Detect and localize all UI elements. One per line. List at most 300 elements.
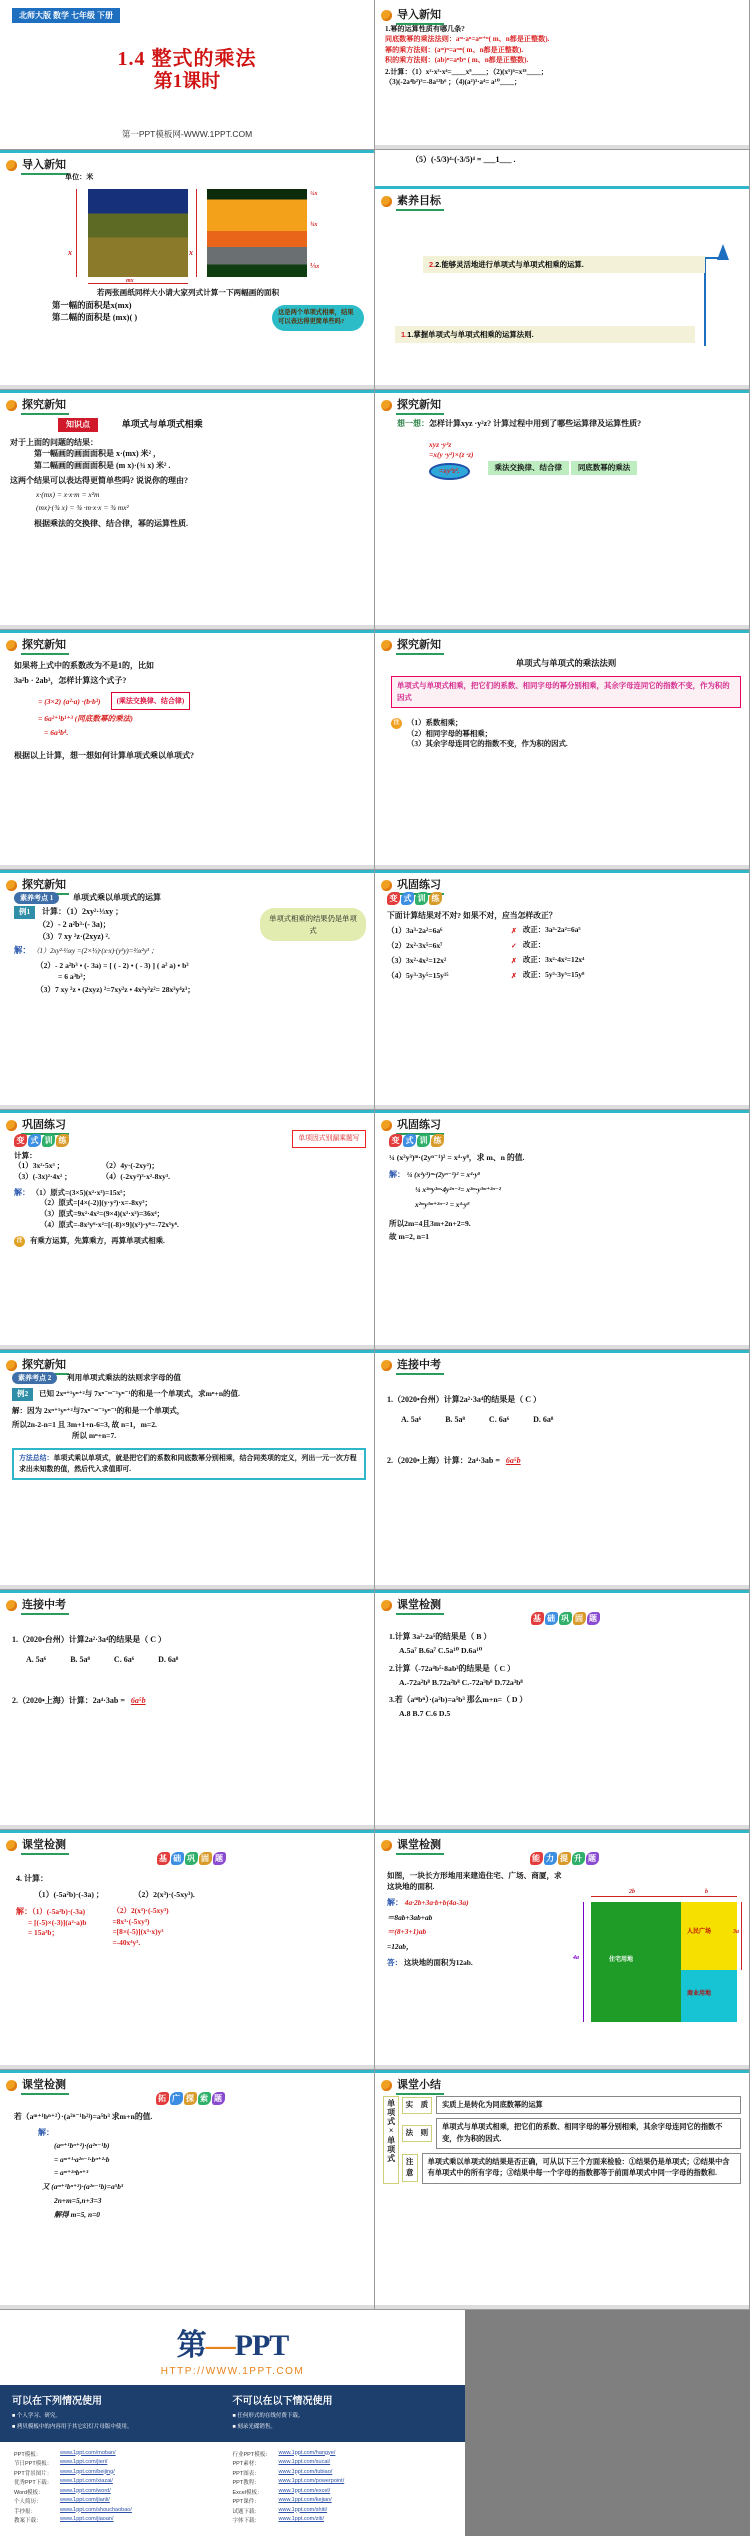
explore3-body: [14, 660, 366, 762]
c2-sol1: （1）(-5a²b)·(-3a): [32, 1906, 86, 1916]
bottom-strip: [375, 1105, 749, 1109]
check1-q1: 1.计算 3a²·2a⁵的结果是（ B ）: [389, 1632, 492, 1641]
check3-body: [387, 1852, 741, 1997]
link-row[interactable]: PPT素材： www.1ppt.com/sucai/: [232, 2459, 331, 2467]
p1-mark3: ✗: [511, 956, 517, 965]
objective-2-text: 2.能够灵活地进行单项式与单项式相乘的运算.: [435, 260, 584, 269]
check1-q1-opts[interactable]: A.5a⁷ B.6a⁷ C.5a¹⁰ D.6a¹⁰: [399, 1646, 483, 1656]
top-strip: [0, 1350, 374, 1353]
page-title: 1.4 整式的乘法: [117, 48, 257, 70]
c4-sol1: (aᵐ⁺¹bⁿ⁺²)·(a²ⁿ⁻¹b): [54, 2140, 110, 2150]
bottom-strip: [375, 625, 749, 629]
exam-q1-optD[interactable]: D. 6a⁸: [533, 1414, 554, 1424]
intro2-body: [10, 172, 366, 325]
summary-key-1: 实 质: [402, 2097, 433, 2114]
cover-site: 第一PPT模板网-WWW.1PPT.COM: [121, 129, 253, 139]
check1-q3: 3.若（aᵐbⁿ）·(a²b)=a⁵b³ 那么m+n=（ D ）: [389, 1695, 528, 1705]
section-header: [381, 6, 444, 25]
p2-item1: （1）3x²·5x³ ；: [14, 1161, 65, 1170]
kao-title: 利用单项式乘法的法则求字母的值: [67, 1373, 181, 1382]
section-header: [381, 192, 444, 211]
objective-2: 2.2.能够灵活地进行单项式与单项式相乘的运算.: [423, 256, 705, 273]
picture-sunset: [207, 189, 307, 277]
chips-tuoguang: 拓 广 探 索 题: [14, 2092, 366, 2105]
pie-icon: [381, 640, 392, 651]
p3-conc1: 所以2m=4且3m+2n+2=9.: [389, 1218, 471, 1228]
bottom-strip: [375, 1825, 749, 1829]
method-label: 方法总结：: [19, 1454, 54, 1462]
check2-item1: （1）(-5a²b)·(-3a) ；: [34, 1889, 104, 1899]
summary-key-3: 注意: [402, 2154, 418, 2182]
top-strip: [0, 870, 374, 873]
bottom-strip: [375, 1345, 749, 1349]
explore3-l1: 3a²b · 2ab³，怎样计算这个式子?: [14, 675, 127, 685]
dim-line-mid: [196, 189, 197, 277]
bottom-strip: [375, 2065, 749, 2069]
practice1-body: [387, 892, 741, 981]
slide-exam-link[interactable]: [0, 1590, 375, 1830]
solution-2: （2）- 2 a²b³ • (- 3a) = [ ( - 2) • ( - 3) ] ( a² a) • b³: [36, 961, 189, 971]
section-header: [6, 1116, 69, 1135]
explore2-body: [397, 418, 741, 480]
pie-icon: [381, 1600, 392, 1611]
p2-sol2: （2）原式=[4×(-2)](y·y²)·x=-8xy³；: [40, 1198, 152, 1208]
check1-body: [389, 1612, 741, 1720]
pie-icon: [381, 2080, 392, 2091]
solution-label: 解：: [14, 1187, 30, 1197]
link-row[interactable]: PPT模板： www.1ppt.com/moban/: [14, 2449, 116, 2458]
exam-link-body: [387, 1376, 741, 1467]
example-badge: 例2: [12, 1388, 33, 1401]
footer-links: [0, 2442, 465, 2536]
example2-question: 已知 2xⁿ⁺¹yⁿ⁺²与 7xⁿ⁻ᵐ⁻¹yⁿ⁻¹的和是一个单项式，求mⁿ+n的值.: [39, 1389, 240, 1399]
bottom-strip: [375, 1585, 749, 1589]
bottom-strip: [375, 385, 749, 389]
slide-check-1[interactable]: [375, 1590, 750, 1830]
exam-q2: 2.（2020•上海）计算：2a⁴·3ab =: [12, 1696, 125, 1706]
p2-sol3: （3）原式=9x²·4x²=(9×4)(x²·x²)=36x⁴；: [40, 1209, 164, 1219]
summary-key-2: 法 则: [402, 2125, 433, 2142]
pie-icon: [6, 1360, 17, 1371]
top-strip: [0, 1590, 374, 1593]
knowledge-badge: 知识点: [58, 418, 98, 432]
section-title: 导入新知: [396, 6, 444, 25]
bottom-strip: [0, 385, 374, 389]
slide-objectives[interactable]: [375, 150, 750, 390]
slide-explore-4[interactable]: [375, 630, 750, 870]
check3-prompt: 如图，一块长方形地用来建造住宅、广场、商厦，求这块地的面积.: [387, 1871, 562, 1891]
p3-sol3: x²ᵐy³ᵐ⁺²ⁿ⁻² = x⁴·y⁸: [415, 1199, 470, 1209]
check1-q2: 2.计算（-72a⁴b⁵·8ab³的结果是（ C ）: [389, 1663, 515, 1673]
method-text: 单项式乘以单项式，就是把它们的系数和同底数幂分别相乘，结合同类项的定义，列出一元一次方程求出未知数的值，然后代入求值即可.: [19, 1454, 357, 1473]
dim-label-mx: mx: [126, 278, 134, 285]
section-title: 巩固练习: [21, 1116, 69, 1135]
section-title: 巩固练习: [396, 1116, 444, 1135]
dim-label-quarter: ¼x: [310, 191, 318, 198]
example2-line1: 所以2n-2-n=1 且 3m+1+n-6=3, 故 n=1，m=2.: [12, 1419, 157, 1429]
allow-item: ■ 拷贝模板中的内容用于其它幻灯片母版中使用。: [12, 2424, 133, 2430]
slide-intro-2[interactable]: [0, 150, 375, 390]
p1-q3: （3）3x²·4x²=12x²: [387, 956, 447, 966]
link-row[interactable]: PPT图表： www.1ppt.com/tubiao/: [232, 2468, 333, 2477]
example2-reason: 解：因为 2xⁿ⁺¹yⁿ⁺²与7xⁿ⁻ᵐ⁻¹yⁿ⁻¹的和是一个单项式，: [12, 1406, 185, 1416]
dim-right-3a: [741, 1902, 742, 1970]
answer-label: 答：: [387, 1957, 403, 1967]
reminder-box: 单项因式别漏乘题写: [292, 1130, 366, 1148]
c2-sol3: = 15a³b；: [28, 1928, 59, 1938]
practice1-prompt: 下面计算结果对不对? 如果不对，应当怎样改正？: [387, 911, 557, 920]
section-title: 课堂检测: [21, 2076, 69, 2095]
pie-icon: [381, 1840, 392, 1851]
link-row[interactable]: 手抄报： www.1ppt.com/shouchaobao/: [14, 2506, 132, 2515]
pie-icon: [6, 640, 17, 651]
solution-label: 解：: [14, 946, 31, 956]
area-line-1: 第一幅的面积是x(mx): [52, 301, 132, 311]
link-row[interactable]: PPT背景图片： www.1ppt.com/beijing/: [14, 2468, 115, 2477]
annot-commutative: (乘法交换律、结合律): [111, 692, 191, 710]
section-title: 导入新知: [21, 156, 69, 175]
c4-sol2: = aᵐ⁺¹·a²ⁿ⁻¹·bⁿ⁺²·b: [54, 2154, 110, 2164]
section-header: [381, 1356, 444, 1375]
section-header: [381, 396, 444, 415]
c2-sol4: （2）2(x³)·(-5xy³): [112, 1905, 169, 1915]
picture-hill: [88, 189, 188, 277]
slide-practice-3[interactable]: [375, 1350, 750, 1590]
rule-same-base: 同底数幂的乘法法则：aᵐ·aⁿ=aᵐ⁺ⁿ( m、n都是正整数).: [385, 35, 550, 44]
explore3-l0: 如果将上式中的系数改为不是1的，比如: [14, 661, 154, 670]
kao-badge: 素养考点 2: [12, 1372, 57, 1384]
dim-left-4a: [583, 1902, 584, 2022]
check1-q2-opts[interactable]: A.-72a²b⁸ B.72a²b⁸ C.-72a³b⁸ D.72a³b⁸: [399, 1677, 523, 1687]
slide-example-1[interactable]: [0, 870, 375, 1110]
chips-jichu: 基 础 巩 固 题: [389, 1612, 741, 1625]
p2-item3: （3）(-3x)²·4x² ；: [14, 1171, 72, 1181]
work-line-1: xyz ·y²z: [429, 439, 452, 449]
slide-cover[interactable]: [0, 0, 375, 150]
land-diagram: [573, 1888, 743, 2028]
c2-sol5: =8x³·(-5xy³): [112, 1916, 150, 1926]
p1-fix3: 改正：3x²·4x²=12x⁴: [522, 955, 585, 965]
rule-power-of-product: 积的乘方法则：(ab)ⁿ=aⁿbⁿ ( m、n都是正整数).: [385, 55, 529, 64]
p1-q1: （1）3a³·2a²=6a⁶: [387, 926, 443, 936]
exam-q1: 1.（2020•台州）计算2a²·3a⁴的结果是（ C ）: [387, 1395, 542, 1404]
section-title: 巩固练习: [396, 876, 444, 895]
p1-mark1: ✗: [511, 926, 517, 935]
rule-title: 单项式与单项式的乘法法则: [515, 659, 617, 668]
link-row[interactable]: Excel模板： www.1ppt.com/excel/: [232, 2487, 331, 2496]
pie-icon: [381, 1120, 392, 1131]
dim-top-b: [681, 1896, 737, 1897]
explore1-l0: 对于上面的问题的结果：: [10, 437, 98, 447]
pie-icon: [6, 1120, 17, 1131]
top-strip: [375, 1110, 749, 1113]
links-left: [14, 2448, 233, 2526]
thought-bubble: 这是两个单项式相乘，结果可以表达得更简单些吗?: [272, 305, 364, 331]
brand-logo: [0, 2310, 465, 2366]
chips-bianshi: 变 式 训 练: [14, 1134, 366, 1147]
summary-val-1: 实质上是转化为同底数幂的运算: [436, 2096, 741, 2114]
explore1-work2: (mx)·(¾ x) = ¾ ·m·x·x = ¾ mx²: [36, 502, 129, 512]
example-text: 计算：（1）2xy²·⅓xy ；: [42, 907, 124, 917]
answer-text: 这块地的面积为12ab.: [403, 1957, 473, 1967]
calc-line-1: 2.计算：（1）x²·x³·x⁴=____x⁹____；（2)(x⁵)⁶=x¹⁸____；: [385, 68, 548, 77]
slide-practice-2[interactable]: [375, 1110, 750, 1350]
slide-check-3[interactable]: [375, 1830, 750, 2070]
practice3-body: [389, 1134, 741, 1242]
arrow-up-icon: [691, 228, 731, 348]
exam-q1-optA[interactable]: A. 5a⁶: [401, 1414, 422, 1424]
section-title: 探究新知: [21, 1356, 69, 1375]
think-label: 想一想：: [397, 419, 429, 428]
work-line-2: =x(y ·y²)×(z ·z): [429, 450, 474, 460]
pie-icon: [6, 1600, 17, 1611]
slide-intro-1[interactable]: [375, 0, 750, 150]
explore3-step2: = 6a²⁺¹b¹⁺³ (同底数幂的乘法): [38, 714, 133, 724]
link-row[interactable]: PPT课件： www.1ppt.com/kejian/: [232, 2497, 332, 2505]
pie-icon: [6, 2080, 17, 2091]
exam-q2: 2.（2020•上海）计算：2a⁴·3ab =: [387, 1456, 500, 1466]
top-strip: [0, 1830, 374, 1833]
exam-q1-optC[interactable]: C. 6a⁶: [113, 1654, 135, 1664]
section-title: 探究新知: [396, 396, 444, 415]
check2-body: [16, 1852, 366, 1949]
link-row[interactable]: 行业PPT模板： www.1ppt.com/hangye/: [232, 2449, 336, 2458]
method-box: [12, 1448, 366, 1480]
top-strip: [375, 870, 749, 873]
dim-line-left: [76, 189, 77, 277]
section-title: 课堂检测: [21, 1836, 69, 1855]
kao-title: 单项式乘以单项式的运算: [73, 893, 162, 902]
dim-label-b: b: [705, 1889, 708, 1895]
label-square: 人民广场: [687, 1929, 712, 1935]
solution-3: （3）7 xy ²z • (2xyz) ²=7xy²z • 4x²y²z²= 28x³y⁴z³；: [36, 985, 195, 995]
slide-explore-1[interactable]: [0, 390, 375, 630]
slide-check-4[interactable]: [0, 2070, 375, 2310]
tag-commutative: 乘法交换律、结合律: [488, 461, 570, 476]
bottom-strip: [0, 865, 374, 869]
summary-val-3: 单项式乘以单项式的结果是否正确，可从以下三个方面来检验：①结果仍是单项式；②结果中含有单项式中的所有字母；③结果中每一个字母的指数都等于前面单项式中同一字母的指数和.: [422, 2153, 741, 2184]
pie-icon: [381, 880, 392, 891]
c4-sol5: 2n+m=5,n+3=3: [54, 2195, 102, 2205]
p1-fix2: 改正：: [522, 940, 546, 950]
practice2-prompt: 计算：: [14, 1151, 37, 1160]
c4-sol3: = aᵐ⁺²ⁿbⁿ⁺³: [54, 2168, 89, 2178]
p1-mark2: ✓: [511, 941, 517, 950]
brand-dash: —: [205, 2329, 235, 2362]
link-row[interactable]: 优秀PPT下载： www.1ppt.com/xiazai/: [14, 2478, 113, 2486]
section-header: [6, 396, 69, 415]
slide-explore-2[interactable]: [375, 390, 750, 630]
kao-badge: 素养考点 1: [14, 892, 59, 904]
c2-sol7: =-40x⁴y³.: [112, 1938, 141, 1948]
calc-line-5: （5）(-5/3)⁴·(-3/5)⁴ = ___1___ .: [411, 155, 516, 164]
deny-item: ■ 刻录光碟销售。: [232, 2424, 276, 2430]
exam-q1-optC[interactable]: C. 6a⁶: [488, 1414, 510, 1424]
dim-label-2b: 2b: [629, 1889, 635, 1895]
c4-sol6: 解得 m=5, n=0: [54, 2209, 100, 2219]
dim-top-2b: [591, 1896, 681, 1897]
c3-sol2: ＝8ab+3ab+ab: [387, 1912, 433, 1922]
solution-1: （1）2xy²·⅓xy =(2×⅓)·(x·x)·(y²y)=⅔x²y³ ；: [32, 947, 158, 956]
link-row[interactable]: Word模板： www.1ppt.com/word/: [14, 2487, 111, 2496]
deny-title: 不可以在以下情况使用: [232, 2396, 333, 2407]
solution-label: 解：: [389, 1170, 405, 1180]
note-badge: 注意: [14, 1236, 25, 1247]
link-row[interactable]: 教案下载： www.1ppt.com/jiaoan/: [14, 2516, 114, 2524]
exam-q1-optB[interactable]: B. 5a⁸: [70, 1654, 90, 1664]
solution-label: 解：: [38, 2128, 54, 2138]
knowledge-title: 单项式与单项式相乘: [121, 419, 203, 429]
explore1-l1: 第一幅画的画面面积是 x·(mx) 米² ，: [34, 449, 162, 459]
slide-method-summary[interactable]: [0, 1110, 375, 1350]
section-title: 探究新知: [21, 396, 69, 415]
exam-q1: 1.（2020•台州）计算2a²·3a⁴的结果是（ C ）: [12, 1635, 167, 1644]
pie-icon: [6, 160, 17, 171]
objective-1: 1.1.掌握单项式与单项式相乘的运算法则.: [395, 326, 695, 343]
example1-body: [14, 892, 366, 995]
textbook-tag: 北师大版 数学 七年级 下册: [12, 8, 120, 23]
link-row[interactable]: 试题下载： www.1ppt.com/shiti/: [232, 2506, 328, 2515]
top-strip: [0, 1110, 374, 1113]
section-title: 探究新知: [21, 876, 69, 895]
calc-line-2: （3)(-2a⁴b²)³=-8a¹²b⁶ ；（4)(a²)³·a⁴= a¹⁰____；: [385, 78, 522, 87]
dim-line-bottom: [88, 283, 188, 284]
bottom-strip: [0, 625, 374, 629]
dim-label-x2: x: [189, 248, 193, 258]
explore1-l3: 这两个结果可以表达得更简单些吗? 说说你的理由?: [10, 476, 188, 486]
brand-url[interactable]: HTTP://WWW.1PPT.COM: [160, 2366, 305, 2377]
example-item-3: （3）7 xy ²z·(2xyz) ².: [38, 931, 110, 941]
note-badge: 注意: [391, 718, 402, 729]
example2-body: [12, 1372, 366, 1480]
explore1-l2: 第二幅画的画面面积是 (m x)·(¾ x) 米² .: [34, 460, 171, 470]
p1-fix1: 改正：3a³·2a²=6a⁵: [522, 925, 581, 935]
example-badge: 例1: [14, 906, 35, 919]
pie-icon: [381, 400, 392, 411]
p3-conc2: 故 m=2, n=1: [389, 1231, 430, 1241]
section-title: 课堂检测: [396, 1596, 444, 1615]
top-strip: [375, 1590, 749, 1593]
intro2-prompt: 若两张画纸同样大小请大家列式计算一下两幅画的面积: [96, 288, 280, 298]
chips-jichu: 基 础 巩 固 题: [16, 1852, 366, 1865]
top-strip: [375, 1830, 749, 1833]
area-line-2: 第二幅的面积是 (mx)( ): [52, 313, 138, 323]
c4-sol4: 又 (aᵐ⁺¹bⁿ⁺²)·(a²ⁿ⁻¹b)=a⁵b³: [42, 2182, 124, 2192]
section-title: 课堂检测: [396, 1836, 444, 1855]
explore3-step3: = 6a³b⁴.: [44, 728, 69, 738]
pie-icon: [6, 1840, 17, 1851]
section-title: 探究新知: [21, 636, 69, 655]
example-item-2: （2）- 2 a²b³·(- 3a)；: [38, 920, 111, 930]
top-strip: [375, 1350, 749, 1353]
top-strip: [375, 2070, 749, 2073]
rule-power-of-power: 幂的乘方法则：(aᵐ)ⁿ=aᵐⁿ( m、n都是正整数).: [385, 45, 524, 54]
pie-icon: [381, 10, 392, 21]
section-header: [381, 2076, 444, 2095]
section-title: 探究新知: [396, 636, 444, 655]
practice2-body: [14, 1134, 366, 1255]
example-cloud: 单项式相乘的结果仍是单项式: [260, 908, 366, 941]
link-row[interactable]: 节日PPT模板： www.1ppt.com/jieri/: [14, 2459, 108, 2467]
p1-q4: （4）5y³·3y⁵=15y¹⁵: [387, 971, 449, 981]
summary-val-2: 单项式与单项式相乘，把它们的系数、相同字母的幂分别相乘，其余字母连同它的指数不变，作为积的因式.: [436, 2118, 741, 2148]
top-strip: [375, 390, 749, 393]
p2-item2: （2）4y·(-2xy²)；: [101, 1161, 159, 1170]
label-residential: 住宅用地: [609, 1957, 634, 1963]
exam-q1-optA[interactable]: A. 5a⁶: [26, 1654, 47, 1664]
bottom-strip: [0, 1105, 374, 1109]
deny-item: ■ 任何形式的在线付费下载。: [232, 2413, 304, 2419]
link-row[interactable]: PPT教程： www.1ppt.com/powerpoint/: [232, 2478, 345, 2486]
summary-tree: [383, 2096, 741, 2184]
allow-item: ■ 个人学习、研究。: [12, 2413, 61, 2419]
work-line-3: =xy³z².: [429, 463, 470, 480]
usage-band: [0, 2385, 465, 2442]
p1-fix4: 改正：5y³·3y⁵=15y⁸: [522, 970, 585, 980]
top-strip: [0, 630, 374, 633]
solution-label: 解：: [387, 1898, 403, 1907]
c2-sol2: = [(-5)×(-3)](a²·a)b: [28, 1917, 87, 1927]
chips-bianshi: 变 式 训 练: [389, 1134, 741, 1147]
summary-title-left: 单项式×单项式: [383, 2096, 399, 2184]
c2-sol6: =[8×(-5)](x³·x)y³: [112, 1927, 164, 1937]
bottom-strip: [0, 2305, 374, 2309]
zone-residential: [591, 1902, 681, 2022]
check2-prompt: 4. 计算：: [16, 1874, 48, 1883]
intro-body: [385, 24, 741, 88]
top-strip: [0, 2070, 374, 2073]
p2-item4: （4）(-2xy²)³·x²-8xy³.: [101, 1171, 170, 1181]
chips-bianshi: 变 式 训 练: [387, 892, 741, 905]
c3-sol4: =12ab，: [387, 1942, 414, 1952]
section-header: [381, 1116, 444, 1135]
slide-practice-1[interactable]: [375, 870, 750, 1110]
slide-explore-3[interactable]: [0, 630, 375, 870]
exam-q1-optD[interactable]: D. 6a⁸: [158, 1654, 179, 1664]
example2-line2: 所以 mⁿ+n=7.: [72, 1430, 117, 1440]
section-title: 连接中考: [396, 1356, 444, 1375]
chips-nengli: 能 力 提 升 题: [387, 1852, 741, 1865]
check1-q3-opts[interactable]: A.8 B.7 C.6 D.5: [399, 1709, 451, 1719]
pie-icon: [6, 880, 17, 891]
bottom-strip: [0, 1345, 374, 1349]
slide-check-2[interactable]: [0, 1830, 375, 2070]
section-header: [6, 636, 69, 655]
slide-summary[interactable]: [375, 2070, 750, 2310]
practice3-prompt: ¼ (x²y³)ᵐ·(2yⁿ⁻¹)² = x⁴·y⁸，求 m、n 的值.: [389, 1153, 525, 1162]
bottom-strip: [0, 1585, 374, 1589]
exam-q1-optB[interactable]: B. 5a⁸: [445, 1414, 465, 1424]
p3-sol1: ¼ (x²y³)ᵐ·(2yⁿ⁻¹)² = x⁴·y⁸: [406, 1170, 481, 1180]
slide-example-2[interactable]: [0, 1350, 375, 1590]
pie-icon: [381, 196, 392, 207]
section-title: 课堂小结: [396, 2076, 444, 2095]
tag-same-base: 同底数幂的乘法: [571, 461, 638, 476]
p2-note: 有乘方运算，先算乘方，再算单项式相乘.: [30, 1235, 165, 1245]
dim-label-fifth: ⅕x: [310, 264, 320, 271]
c3-sol1: 4a·2b+3a·b+b(4a-3a): [404, 1898, 469, 1907]
bottom-strip: [0, 1825, 374, 1829]
intro-q1: 1.幂的运算性质有哪几条?: [385, 25, 465, 33]
p3-sol2: ¼ x²ᵐy³ᵐ·4y²ⁿ⁻²= x²ᵐ·y³ᵐ⁺²ⁿ⁻²: [415, 1185, 501, 1195]
dim-label-x1: x: [68, 248, 72, 258]
link-row[interactable]: 个人简历： www.1ppt.com/jianli/: [14, 2497, 110, 2505]
p1-mark4: ✗: [511, 971, 517, 980]
objective-1-text: 1.掌握单项式与单项式相乘的运算法则.: [407, 330, 534, 339]
p1-q2: （2）2x²·3x⁵=6x⁷: [387, 941, 443, 951]
link-row[interactable]: 字体下载： www.1ppt.com/ziti/: [232, 2516, 325, 2524]
pie-icon: [381, 1360, 392, 1371]
